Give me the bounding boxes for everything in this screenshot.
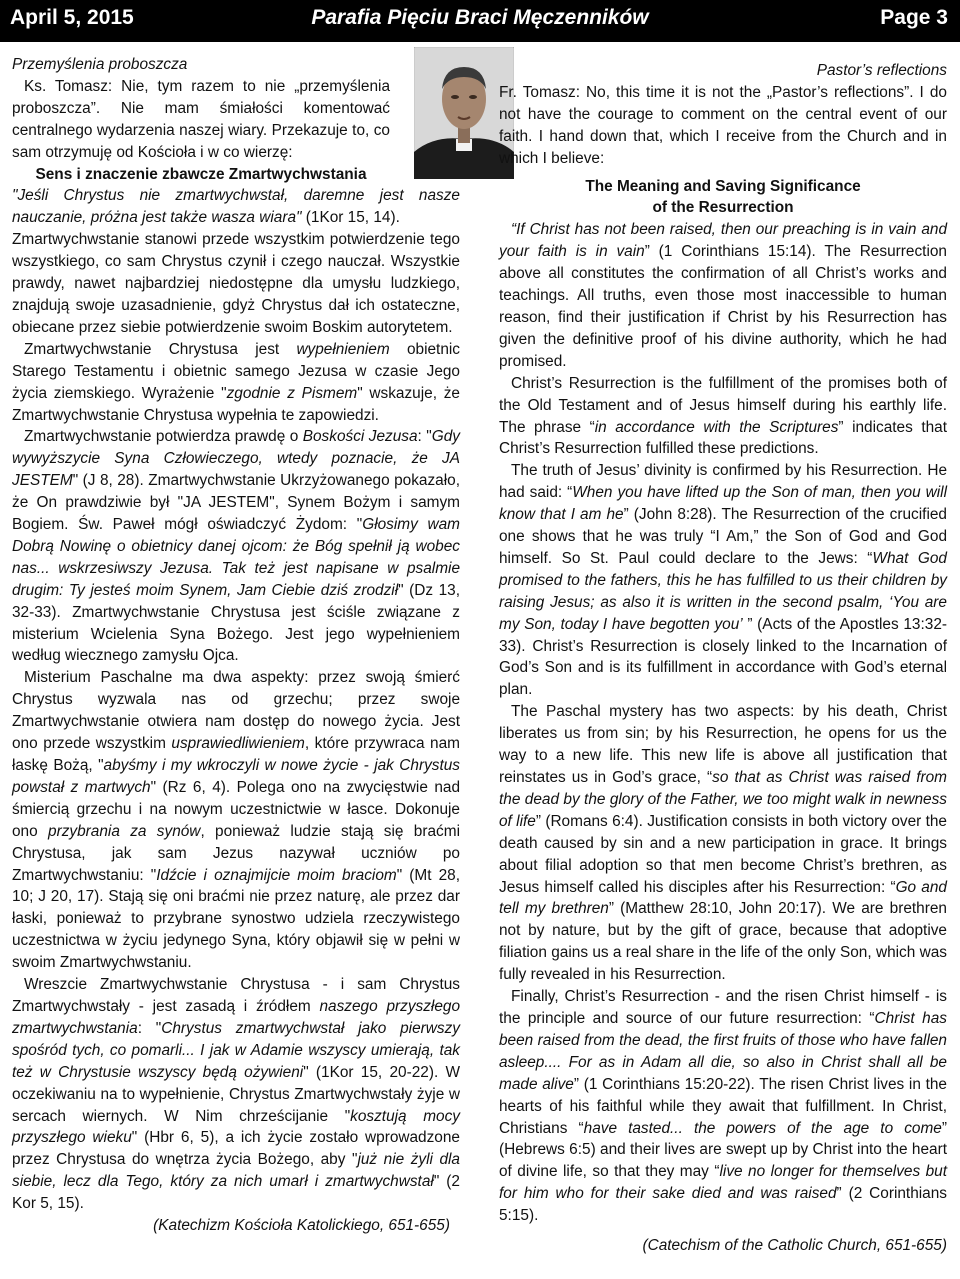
en-paragraph-5: Finally, Christ’s Resurrection - and the risen Christ himself - is the principle and source of our future resurrection: “Christ has been raised from the dead, the first fruits of those who have fallen asleep.... For as in Adam all die, so also in Christ shall all be made alive” (1 Corinthians 15:20-22). The risen Christ lives in the hearts of his faithful while they await that fulfillment. In Christ, Christians “have tasted... the powers of the age to come” (Hebrews 6:5) and their lives are swept up by Christ into the heart of divine life, so that they may “live no longer for themselves but for him who for their sake died and was raised” (2 Corinthians 5:15). (499, 988, 947, 1225)
pl-quote: "Jeśli Chrystus nie zmartwychwstał, daremne jest nasze nauczanie, próżna jest także wasza wiara" (12, 187, 460, 227)
pl-source: (Katechizm Kościoła Katolickiego, 651-655) (153, 1217, 450, 1235)
en-intro: Fr. Tomasz: No, this time it is not the „Pastor’s reflections”. I do not have the courage to comment on the central event of our faith. I hand down that, which I receive from the Church and in which I believe: (499, 83, 947, 167)
header-page-number: Page 3 (880, 6, 948, 29)
polish-column (12, 54, 460, 1237)
header-date: April 5, 2015 (10, 6, 134, 29)
pl-paragraph-5: Wreszcie Zmartwychwstanie Chrystusa - i sam Chrystus Zmartwychwstały - jest zasadą i źródłem naszego przyszłego zmartwychwstania: "Chrystus zmartwychwstał jako pierwszy spośród tych, co pomarli... I jak w Adamie wszyscy umierają, tak też w Chrystusie wszyscy będą ożywieni" (1Kor 15, 20-22). W oczekiwaniu na to wypełnienie, Chrystus Zmartwychwstały żyje w sercach wiernych. W Nim chrześcijanie "kosztują mocy przyszłego wieku" (Hbr 6, 5), a ich życie zostało wprowadzone przez Chrystusa do wnętrza życia Bożego, aby "już nie żyli dla siebie, lecz dla Tego, który za nich umarł i zmartwychwstał" (2 Kor 5, 15). (12, 976, 461, 1213)
en-section-label: Pastor’s reflections (816, 62, 947, 79)
pl-paragraph-2: Zmartwychwstanie Chrystusa jest wypełnieniem obietnic Starego Testamentu i obietnic samego Jezusa w czasie Jego życia ziemskiego. Wyrażenie "zgodnie z Pismem" wskazuje, że Zmartwychwstanie Chrystusa wypełnia te zapowiedzi. (12, 340, 460, 424)
en-heading-line1: The Meaning and Saving Significance (585, 177, 861, 195)
pl-paragraph-4: Misterium Paschalne ma dwa aspekty: przez swoją śmierć Chrystus wyzwala nas od grzechu; przez swoje Zmartwychwstanie otwiera nam dostęp do nowego życia. Jest ono przede wszystkim usprawiedliwieniem, które przywraca nam łaskę Bożą, "abyśmy i my wkroczyli w nowe życie - jak Chrystus powstał z martwych" (Rz 6, 4). Polega ono na zwycięstwie nad śmiercią grzechu i na nowym uczestnictwie w łasce. Dokonuje ono przybrania za synów, ponieważ ludzie stają się braćmi Chrystusa, jak sam Jezus nazywał uczniów po Zmartwychwstaniu: "Idźcie i oznajmijcie moim braciom" (Mt 28, 10; J 20, 17). Stają się oni braćmi nie przez naturę, ale przez dar łaski, ponieważ to przybrane synostwo udziela rzeczywistego uczestnictwa w życiu jedynego Syna, który objawił się w pełni w swoim Zmartwychwstaniu. (12, 669, 461, 972)
en-paragraph-3: The truth of Jesus’ divinity is confirmed by his Resurrection. He had said: “When you have lifted up the Son of man, then you will know that I am he” (John 8:28). The Resurrection of the crucified one shows that he was truly “I Am,” the Son of God and God himself. So St. Paul could declare to the Jews: “What God promised to the fathers, this he has fulfilled to us their children by raising Jesus; as also it is written in the second psalm, ‘You are my Son, today I have begotten you’ ” (Acts of the Apostles 13:32-33). Christ’s Resurrection is closely linked to the Incarnation of God’s Son and is its fulfillment in accordance with God’s eternal plan. (499, 462, 948, 699)
pl-quote-paragraph: "Jeśli Chrystus nie zmartwychwstał, daremne jest nasze nauczanie, próżna jest także wasza wiara" (1Kor 15, 14). (12, 187, 460, 227)
en-heading-line2: of the Resurrection (652, 199, 794, 217)
english-column (499, 54, 947, 1257)
pl-paragraph-1: Zmartwychwstanie stanowi przede wszystkim potwierdzenie tego wszystkiego, co sam Chrystus czynił i czego nauczał. Wszystkie prawdy, nawet najbardziej niedostępne dla umysłu ludzkiego, znajdują swoje uzasadnienie, gdyż Chrystus dał ich ostateczne, obiecane przez siebie potwierdzenie swoim Boskim autorytetem. (12, 231, 460, 336)
en-paragraph-4: The Paschal mystery has two aspects: by his death, Christ liberates us from sin; by his Resurrection, he opens for us the way to a new life. This new life is above all justification that reinstates us in God’s grace, “so that as Christ was raised from the dead by the glory of the Father, we too might walk in newness of life” (Romans 6:4). Justification consists in both victory over the death caused by sin and a new participation in grace. It brings about filial adoption so that men become Christ’s brethren, as Jesus himself called his disciples after his Resurrection: “Go and tell my brethren” (Matthew 28:10, John 20:17). We are brethren not by nature, but by the gift of grace, because that adoptive filiation gains us a real share in the life of the only Son, which was fully revealed in his Resurrection. (499, 703, 947, 984)
pl-intro: Ks. Tomasz: Nie, tym razem to nie „przemyślenia proboszcza”. Nie mam śmiałości komentować centralnego wydarzenia naszej wiary. Przekazuje to, co sam otrzymuję od Kościoła i w co wierzę: (12, 77, 390, 161)
page-header (0, 0, 960, 42)
photo-wrap-space (390, 54, 472, 182)
pl-section-label: Przemyślenia proboszcza (12, 56, 188, 73)
en-paragraph-2: Christ’s Resurrection is the fulfillment of the promises both of the Old Testament and of Jesus himself during his earthly life. The phrase “in accordance with the Scriptures” indicates that Christ’s Resurrection fulfilled these predictions. (499, 374, 947, 458)
header-title: Parafia Pięciu Braci Męczenników (311, 6, 649, 29)
en-source: (Catechism of the Catholic Church, 651-655) (642, 1237, 947, 1255)
pl-paragraph-3: Zmartwychwstanie potwierdza prawdę o Boskości Jezusa: "Gdy wywyższycie Syna Człowieczego, wtedy poznacie, że JA JESTEM" (J 8, 28). Zmartwychwstanie Ukrzyżowanego pokazało, że On prawdziwie był "JA JESTEM", Synem Bożym i samym Bogiem. Św. Paweł mógł oświadczyć Żydom: "Głosimy wam Dobrą Nowinę o obietnicy danej ojcom: że Bóg spełnił ją wobec nas... wskrzesiwszy Jezusa. Tak też jest napisane w psalmie drugim: Ty jesteś moim Synem, Jam Ciebie dziś zrodził" (Dz 13, 32-33). Zmartwychwstanie Chrystusa jest ściśle związane z misterium Wcielenia Syna Bożego. Jest jego wypełnieniem według wiecznego zamysłu Ojca. (12, 428, 460, 665)
en-paragraph-1: “If Christ has not been raised, then our preaching is in vain and your faith is in vain” (1 Corinthians 15:14). The Resurrection above all constitutes the confirmation of all Christ’s works and teachings. All truths, even those most inaccessible to human reason, find their justification if Christ by his Resurrection has given the definitive proof of his divine authority, which he had promised. (499, 221, 947, 370)
pl-heading: Sens i znaczenie zbawcze Zmartwychwstania (35, 165, 367, 183)
